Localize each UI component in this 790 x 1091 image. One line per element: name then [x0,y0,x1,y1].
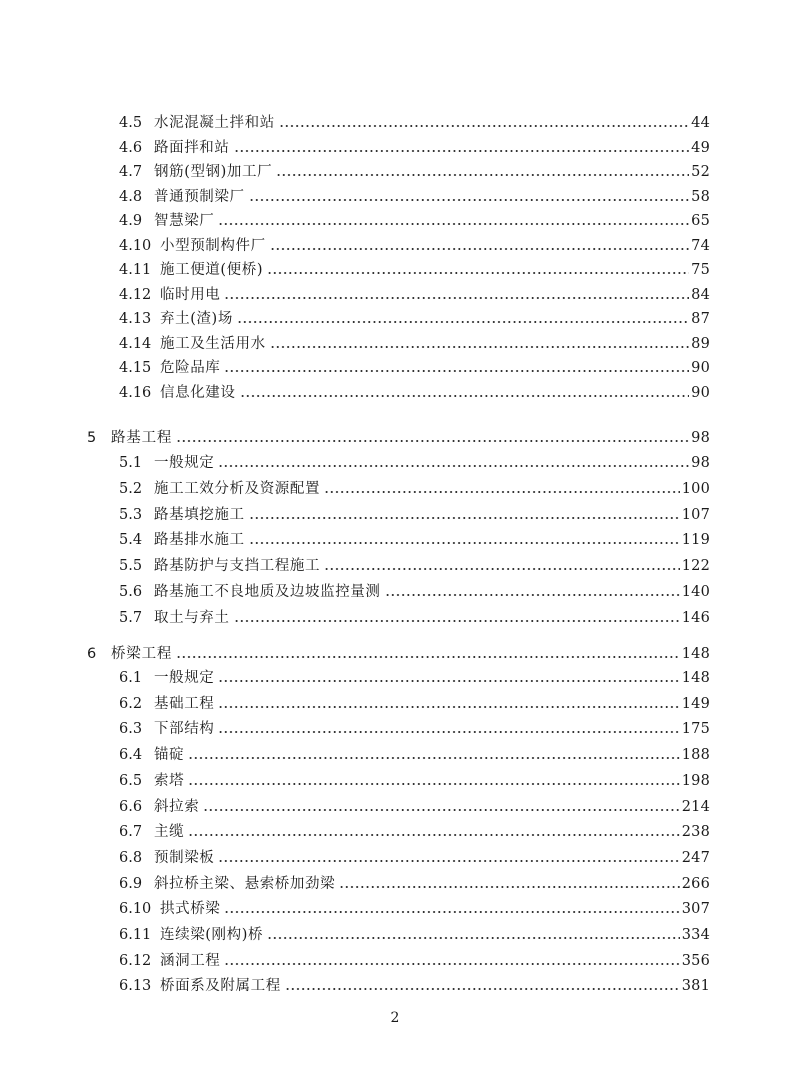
dot-leader [234,620,680,622]
toc-section-entry[interactable] [0,258,790,282]
toc-entry-page: 119 [681,532,710,549]
dot-leader [218,731,679,733]
toc-section-entry[interactable] [0,332,790,356]
toc-entry-title: 预制梁板 [154,849,215,866]
toc-entry-page: 247 [681,849,710,866]
toc-entry-number: 6.4 [119,747,143,764]
dot-leader [267,272,689,274]
toc-section-entry[interactable] [0,606,790,630]
toc-entry-number: 6.7 [119,824,143,841]
toc-section-entry[interactable] [0,554,790,578]
dot-leader [279,125,689,127]
dot-leader [188,757,680,759]
toc-entry-page: 75 [691,262,710,278]
dot-leader [270,346,689,348]
toc-entry-page: 146 [681,609,710,626]
toc-entry-title: 路基填挖施工 [154,506,245,523]
toc-entry-title: 一般规定 [154,670,215,686]
page-number: 2 [390,1010,400,1026]
toc-entry-number: 5.2 [119,480,143,497]
dot-leader [176,440,689,442]
toc-section-entry[interactable] [0,160,790,184]
toc-entry-number: 4.14 [119,335,152,352]
dot-leader [224,911,679,913]
dot-leader [285,988,680,990]
dot-leader [267,937,680,939]
toc-entry-title: 桥梁工程 [111,646,173,662]
toc-entry-number: 5 [87,430,97,446]
toc-entry-title: 基础工程 [154,695,215,712]
toc-section-entry[interactable] [0,283,790,307]
toc-entry-page: 90 [691,360,710,376]
dot-leader [249,517,680,519]
toc-entry-title: 主缆 [154,824,185,841]
dot-leader [218,465,689,467]
toc-entry-title: 连续梁(刚构)桥 [160,927,264,943]
toc-section-entry[interactable] [0,872,790,896]
toc-entry-title: 桥面系及附属工程 [160,978,281,995]
toc-section-entry[interactable] [0,580,790,604]
toc-section-entry[interactable] [0,111,790,135]
toc-entry-number: 4.11 [119,262,152,278]
dot-leader [218,706,679,708]
toc-entry-page: 107 [681,506,710,523]
dot-leader [218,860,679,862]
toc-entry-page: 188 [681,747,710,764]
toc-entry-title: 普通预制梁厂 [154,188,245,205]
toc-entry-page: 44 [691,115,710,131]
toc-entry-page: 238 [681,824,710,841]
toc-entry-page: 149 [681,695,710,712]
toc-entry-title: 路基工程 [111,430,173,446]
toc-entry-number: 4.5 [119,115,143,131]
toc-entry-number: 4.6 [119,139,143,156]
toc-section-entry[interactable] [0,234,790,258]
toc-entry-number: 5.5 [119,558,143,575]
toc-entry-page: 58 [691,188,710,205]
toc-entry-number: 4.15 [119,360,152,376]
toc-entry-page: 266 [681,875,710,892]
toc-entry-title: 施工工效分析及资源配置 [154,480,321,497]
toc-entry-title: 锚碇 [154,747,185,764]
toc-entry-number: 6.11 [119,927,152,943]
toc-section-entry[interactable] [0,692,790,716]
toc-entry-number: 4.10 [119,237,152,254]
toc-section-entry[interactable] [0,307,790,331]
toc-entry-title: 下部结构 [154,721,215,738]
toc-section-entry[interactable] [0,666,790,690]
dot-leader [240,395,690,397]
dot-leader [270,248,689,250]
toc-entry-title: 索塔 [154,772,185,789]
toc-entry-title: 危险品库 [160,360,221,376]
dot-leader [234,150,690,152]
dot-leader [224,297,689,299]
toc-section-entry[interactable] [0,769,790,793]
toc-entry-number: 6.12 [119,952,152,969]
toc-chapter-entry[interactable] [0,426,790,450]
toc-section-entry[interactable] [0,136,790,160]
toc-entry-title: 小型预制构件厂 [160,237,266,254]
dot-leader [249,199,690,201]
toc-section-entry[interactable] [0,477,790,501]
toc-entry-number: 4.13 [119,311,152,327]
dot-leader [339,886,680,888]
toc-entry-page: 175 [681,721,710,738]
dot-leader [218,680,679,682]
dot-leader [203,809,679,811]
toc-entry-title: 取土与弃土 [154,609,230,626]
toc-entry-page: 148 [681,670,710,686]
toc-entry-number: 6 [87,646,97,662]
toc-entry-page: 214 [681,798,710,815]
toc-section-entry[interactable] [0,503,790,527]
toc-entry-title: 临时用电 [160,286,221,303]
toc-entry-page: 65 [691,213,710,229]
toc-section-entry[interactable] [0,381,790,405]
dot-leader [176,656,680,658]
toc-entry-title: 路基防护与支挡工程施工 [154,558,321,575]
toc-entry-page: 148 [681,646,710,662]
toc-entry-title: 一般规定 [154,455,215,471]
toc-entry-page: 356 [681,952,710,969]
dot-leader [385,594,680,596]
toc-section-entry[interactable] [0,949,790,973]
toc-section-entry[interactable] [0,897,790,921]
dot-leader [324,491,680,493]
toc-entry-number: 6.9 [119,875,143,892]
toc-entry-title: 涵洞工程 [160,952,221,969]
toc-entry-number: 4.9 [119,213,143,229]
toc-section-entry[interactable] [0,923,790,947]
toc-entry-number: 6.3 [119,721,143,738]
toc-entry-page: 52 [691,164,710,180]
toc-entry-number: 5.6 [119,584,143,600]
toc-entry-number: 4.8 [119,188,143,205]
dot-leader [237,321,689,323]
toc-entry-number: 6.13 [119,978,152,995]
toc-section-entry[interactable] [0,451,790,475]
toc-entry-page: 90 [691,384,710,401]
toc-entry-page: 140 [681,584,710,600]
toc-entry-number: 4.7 [119,164,143,180]
dot-leader [324,568,680,570]
toc-section-entry[interactable] [0,356,790,380]
toc-entry-title: 弃土(渣)场 [160,311,233,327]
toc-entry-page: 381 [681,978,710,995]
toc-entry-title: 智慧梁厂 [154,213,215,229]
toc-section-entry[interactable] [0,717,790,741]
toc-entry-page: 198 [681,772,710,789]
toc-entry-page: 74 [691,237,710,254]
toc-entry-page: 84 [691,286,710,303]
toc-entry-number: 6.6 [119,798,143,815]
toc-section-entry[interactable] [0,795,790,819]
toc-entry-title: 拱式桥梁 [160,901,221,918]
toc-section-entry[interactable] [0,974,790,998]
toc-entry-page: 100 [681,480,710,497]
toc-entry-title: 钢筋(型钢)加工厂 [154,164,273,180]
dot-leader [188,834,680,836]
toc-entry-page: 49 [691,139,710,156]
toc-entry-page: 98 [691,455,710,471]
toc-entry-number: 4.16 [119,384,152,401]
toc-section-entry[interactable] [0,185,790,209]
dot-leader [224,370,689,372]
toc-section-entry[interactable] [0,846,790,870]
toc-entry-title: 路基排水施工 [154,532,245,549]
toc-entry-number: 6.10 [119,901,152,918]
toc-entry-page: 87 [691,311,710,327]
dot-leader [188,783,680,785]
toc-section-entry[interactable] [0,743,790,767]
dot-leader [224,963,679,965]
toc-entry-number: 5.1 [119,455,143,471]
toc-entry-number: 5.7 [119,609,143,626]
toc-section-entry[interactable] [0,209,790,233]
toc-entry-title: 水泥混凝土拌和站 [154,115,275,131]
toc-entry-title: 路基施工不良地质及边坡监控量测 [154,584,381,600]
toc-section-entry[interactable] [0,820,790,844]
toc-entry-title: 斜拉桥主梁、悬索桥加劲梁 [154,875,336,892]
toc-entry-title: 斜拉索 [154,798,200,815]
toc-entry-page: 122 [681,558,710,575]
toc-chapter-entry[interactable] [0,642,790,666]
toc-entry-number: 6.1 [119,670,143,686]
toc-entry-page: 89 [691,335,710,352]
toc-entry-title: 路面拌和站 [154,139,230,156]
dot-leader [276,174,689,176]
toc-entry-number: 6.8 [119,849,143,866]
toc-entry-page: 98 [691,430,710,446]
toc-entry-page: 307 [681,901,710,918]
toc-entry-number: 5.3 [119,506,143,523]
toc-entry-title: 信息化建设 [160,384,236,401]
toc-entry-page: 334 [681,927,710,943]
toc-entry-title: 施工及生活用水 [160,335,266,352]
dot-leader [249,542,680,544]
toc-section-entry[interactable] [0,528,790,552]
toc-entry-title: 施工便道(便桥) [160,262,264,278]
toc-entry-number: 6.5 [119,772,143,789]
toc-entry-number: 5.4 [119,532,143,549]
toc-entry-number: 6.2 [119,695,143,712]
dot-leader [218,223,689,225]
toc-entry-number: 4.12 [119,286,152,303]
